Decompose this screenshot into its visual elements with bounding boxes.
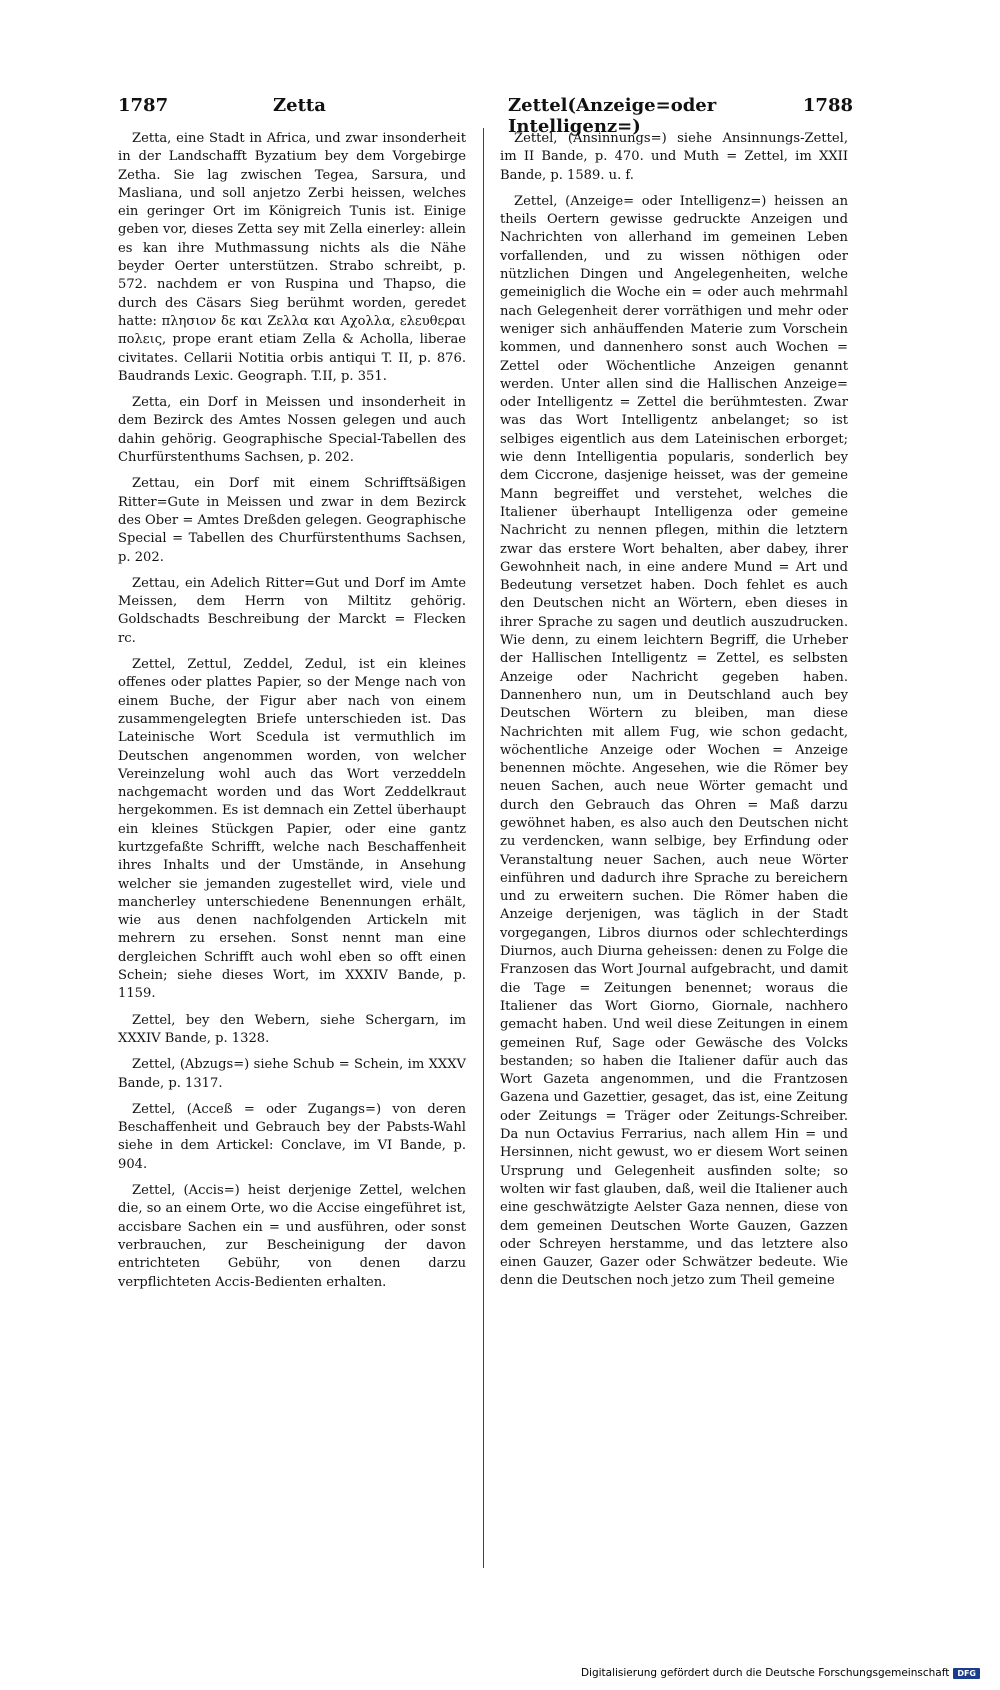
entry: Zettel, Zettul, Zeddel, Zedul, ist ein kleines offenes oder plattes Papier, so der Menge nach von einem Buche, der Figur aber nach von einem zusammengelegten Briefe unterschieden ist. Das Lateinische Wort Scedula ist vermuthlich im Deutschen angenommen worden, von welcher Vereinzelung wohl auch das Wort verzeddeln nachgemacht worden und das Wort Zeddelkraut hergekommen. Es ist demnach ein Zettel überhaupt ein kleines Stückgen Papier, oder eine gantz kurtzgefaßte Schrifft, welche nach Beschaffenheit ihres Inhalts und der Umstände, in Ansehung welcher sie jemanden zugestellet wird, viele und mancherley unterschiedene Benennungen erhält, wie aus denen nachfolgenden Artickeln mit mehrern zu ersehen. Sonst nennt man eine dergleichen Schrifft auch wohl eben so offt einen Schein; siehe dieses Wort, im XXXIV Bande, p. 1159. [118,657,466,1002]
entry: Zettel, (Anzeige= oder Intelligenz=) heissen an theils Oertern gewisse gedruckte Anzeigen und Nachrichten von allerhand im gemeinen Leben vorfallenden, und zu wissen nöthigen oder nützlichen Dingen und Angelegenheiten, welche gemeiniglich die Woche ein = oder auch mehrmahl nach Gelegenheit derer vorräthigen und mehr oder weniger sich anhäuffenden Materie zum Vorschein kommen, und dannenhero sonst auch Wochen = Zettel oder Wöchentliche Anzeigen genannt werden. Unter allen sind die Hallischen Anzeige= oder Intelligentz = Zettel die berühmtesten. Zwar was das Wort Intelligentz anbelanget; so ist selbiges eigentlich aus dem Lateinischen erborget; wie denn Intelligentia popularis, sonderlich bey dem Ciccrone, dasjenige heisset, was der gemeine Mann begreiffet und verstehet, welches die Italiener überhaupt Intelligenza oder gemeine Nachricht zu nennen pflegen, mithin die letztern zwar das erstere Wort behalten, aber dabey, ihrer Gewohnheit nach, in eine andere Mund = Art und Bedeutung versetzet haben. Doch fehlet es auch den Deutschen nicht an Wörtern, eben dieses in ihrer Sprache zu sagen und deutlich auszudrucken. Wie denn, zu einem leichtern Begriff, die Urheber der Hallischen Intelligentz = Zettel, es selbsten Anzeige oder Nachricht gegeben haben. Dannenhero nun, um in Deutschland auch bey Deutschen Wörtern zu bleiben, man diese Nachrichten mit allem Fug, wie schon gedacht, wöchentliche Anzeige oder Wochen = Anzeige benennen möchte. Angesehen, wie die Römer bey neuen Sachen, auch neue Wörter gemacht und durch den Gebrauch das Ohren = Maß darzu gewöhnet haben, es also auch den Deutschen nicht zu verdencken, wann selbige, bey Erfindung oder Veranstaltung neuer Sachen, auch neue Wörter einführen und dadurch ihre Sprache zu bereichern und zu erweitern suchen. Die Römer haben die Anzeige derjenigen, was täglich in der Stadt vorgegangen, Libros diurnos oder schlechterdings Diurnos, auch Diurna geheissen: denen zu Folge die Franzosen das Wort Journal aufgebracht, und damit die Tage = Zeitungen benennet; woraus die Italiener das Wort Giorno, Giornale, nachhero gemacht haben. Und weil diese Zeitungen in einem gemeinen Ruf, Sage oder Gewäsche des Volcks bestanden; so haben die Italiener dafür auch das Wort Gazeta angenommen, und die Frantzosen Gazena und Gazettier, gesaget, das ist, eine Zeitung oder Zeitungs = Träger oder Zeitungs-Schreiber. Da nun Octavius Ferrarius, nach allem Hin = und Hersinnen, nicht gewust, wo er diesem Wort seinen Ursprung und Gelegenheit ausfinden solte; so wolten wir fast glauben, daß, weil die Italiener auch eine geschwätzigte Aelster Gaza nennen, diese von dem gemeinen Deutschen Worte Gauzen, Gazzen oder Schreyen herstamme, und das letztere also einen Gauzer, Gazer oder Schwätzer bedeute. Wie denn die Deutschen noch jetzo zum Theil gemeine [500,193,848,1289]
dfg-logo: DFG [953,1668,980,1679]
entry: Zettel, bey den Webern, siehe Schergarn, im XXXIV Bande, p. 1328. [118,1012,466,1046]
entry: Zettel, (Ansinnungs=) siehe Ansinnungs-Zettel, im II Bande, p. 470. und Muth = Zettel, im XXII Bande, p. 1589. u. f. [500,131,848,183]
entry: Zetta, eine Stadt in Africa, und zwar insonderheit in der Landschafft Byzatium bey dem Vorgebirge Zetha. Sie lag zwischen Tegea, Sarsura, und Masliana, und soll anjetzo Zerbi heissen, welches ein geringer Ort im Königreich Tunis ist. Einige geben vor, dieses Zetta sey mit Zella einerley: allein es kan ihre Muthmassung nichts als die Nähe beyder Oerter unterstützen. Strabo schreibt, p. 572. nachdem er von Ruspina und Thapso, die durch des Cäsars Sieg berühmt worden, geredet hatte: πλησιον δε και Ζελλα και Αχολλα, ελευθεραι πολεις, prope erant etiam Zella & Acholla, liberae civitates. Cellarii Notitia orbis antiqui T. II, p. 876. Baudrands Lexic. Geograph. T.II, p. 351. [118,131,466,384]
page-number-right: 1788 [802,95,853,116]
entry: Zetta, ein Dorf in Meissen und insonderheit in dem Bezirck des Amtes Nossen gelegen und auch dahin gehörig. Geographische Special-Tabellen des Churfürstenthums Sachsen, p. 202. [118,395,466,466]
running-title-right: Zettel(Anzeige=oder Intelligenz=) [508,95,717,137]
entry: Zettau, ein Dorf mit einem Schrifftsäßigen Ritter=Gute in Meissen und zwar in dem Bezirck des Ober = Amtes Dreßden gelegen. Geographische Special = Tabellen des Churfürstenthums Sachsen, p. 202. [118,476,466,565]
footer-credit [581,1667,980,1679]
entry: Zettel, (Abzugs=) siehe Schub = Schein, im XXXV Bande, p. 1317. [118,1057,466,1091]
entry: Zettel, (Acceß = oder Zugangs=) von deren Beschaffenheit und Gebrauch bey der Pabsts-Wahl siehe in dem Artickel: Conclave, im VI Bande, p. 904. [118,1101,466,1172]
right-column [500,130,848,1299]
entry: Zettau, ein Adelich Ritter=Gut und Dorf im Amte Meissen, dem Herrn von Miltitz gehörig. Goldschadts Beschreibung der Marckt = Flecken rc. [118,575,466,646]
running-header [118,95,853,137]
entry: Zettel, (Accis=) heist derjenige Zettel, welchen die, so an einem Orte, wo die Accise eingeführet ist, accisbare Sachen ein = und ausführen, oder sonst verbrauchen, zur Bescheinigung der davon entrichteten Gebühr, von denen darzu verpflichteten Accis-Bedienten erhalten. [118,1183,466,1290]
running-title-left: Zetta [273,95,326,116]
page-number-left: 1787 [118,95,169,116]
funding-note: Digitalisierung gefördert durch die Deutsche Forschungsgemeinschaft [580,1667,950,1679]
left-column [118,130,466,1300]
column-divider [483,128,484,1568]
